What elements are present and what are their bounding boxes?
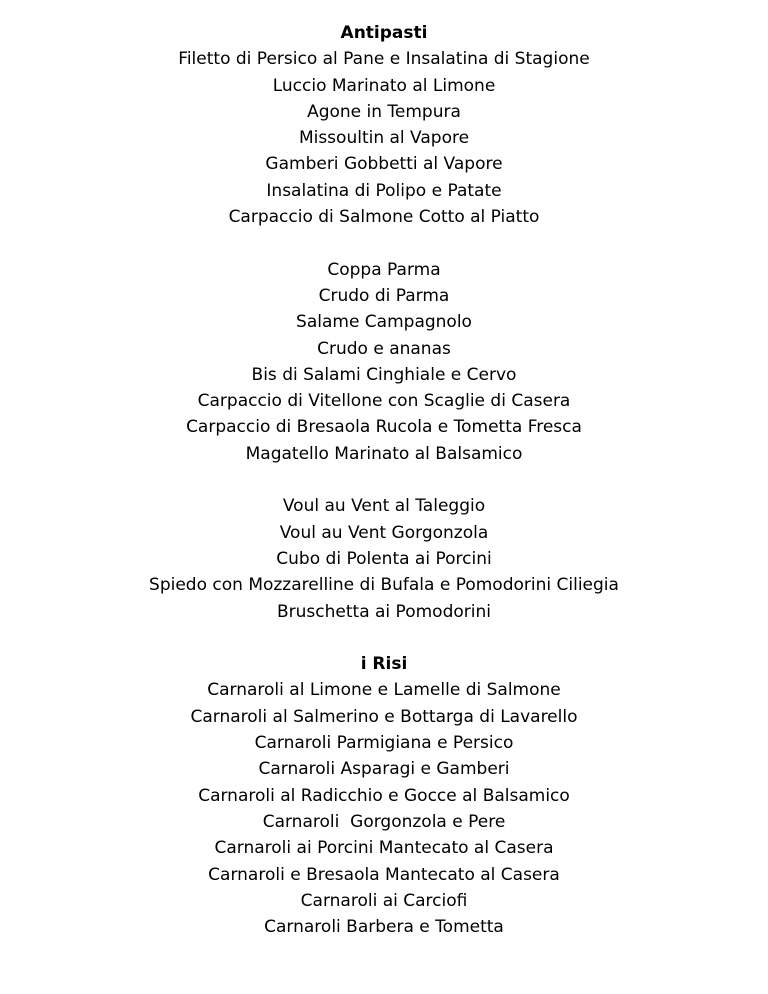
menu-item: Insalatina di Polipo e Patate (266, 180, 502, 201)
section-title-antipasti: Antipasti (340, 23, 428, 43)
menu-item: Bruschetta ai Pomodorini (277, 601, 491, 622)
menu-item: Carnaroli Barbera e Tometta (264, 917, 504, 938)
menu-item: Spiedo con Mozzarelline di Bufala e Pomodorini Ciliegia (149, 575, 619, 596)
antipasti-group-hot (0, 493, 768, 624)
antipasti-group-fish (0, 46, 768, 230)
menu-item: Crudo di Parma (318, 285, 450, 306)
menu-item: Magatello Marinato al Balsamico (245, 443, 523, 464)
menu-item: Salame Campagnolo (296, 312, 472, 333)
menu-item: Carnaroli al Limone e Lamelle di Salmone (207, 680, 561, 701)
menu-item: Carnaroli Gorgonzola e Pere (262, 811, 506, 832)
menu-item: Carnaroli Parmigiana e Persico (254, 733, 514, 754)
menu-item: Gamberi Gobbetti al Vapore (265, 154, 503, 175)
menu-item: Carnaroli ai Porcini Mantecato al Casera (214, 838, 554, 859)
menu-item: Voul au Vent Gorgonzola (279, 522, 489, 543)
spacer (0, 230, 768, 256)
menu-item: Carnaroli al Salmerino e Bottarga di Lavarello (190, 706, 578, 727)
menu-item: Carpaccio di Vitellone con Scaglie di Casera (197, 391, 571, 412)
menu-item: Agone in Tempura (307, 101, 461, 122)
menu-item: Carnaroli ai Carciofi (300, 890, 468, 911)
section-title-risi: i Risi (360, 654, 408, 675)
menu-item: Carnaroli e Bresaola Mantecato al Casera (208, 864, 560, 885)
risi-list (0, 677, 768, 940)
menu-item: Coppa Parma (327, 259, 441, 280)
menu-document (0, 20, 768, 940)
menu-item: Missoultin al Vapore (298, 128, 470, 149)
menu-item: Cubo di Polenta ai Porcini (276, 548, 492, 569)
menu-item: Crudo e ananas (317, 338, 451, 359)
menu-item: Luccio Marinato al Limone (272, 75, 496, 96)
antipasti-group-cured-meats (0, 257, 768, 467)
menu-item: Filetto di Persico al Pane e Insalatina di Stagione (178, 49, 590, 70)
menu-item: Carnaroli al Radicchio e Gocce al Balsamico (198, 785, 570, 806)
menu-item: Carpaccio di Salmone Cotto al Piatto (228, 207, 540, 228)
spacer (0, 625, 768, 651)
menu-item: Voul au Vent al Taleggio (282, 496, 486, 517)
menu-item: Carnaroli Asparagi e Gamberi (258, 759, 510, 780)
spacer (0, 467, 768, 493)
menu-item: Carpaccio di Bresaola Rucola e Tometta Fresca (186, 417, 582, 438)
menu-item: Bis di Salami Cinghiale e Cervo (251, 364, 517, 385)
